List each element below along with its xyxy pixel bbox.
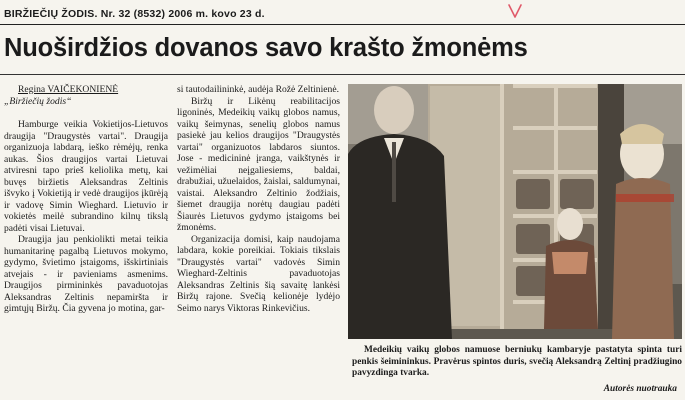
photo-caption xyxy=(352,345,682,380)
checkmark-icon xyxy=(506,2,524,20)
photo-illustration xyxy=(348,84,682,339)
article-headline: Nuoširdžios dovanos savo krašto žmonėms xyxy=(4,34,528,62)
article-column-1 xyxy=(4,84,168,315)
article-column-2 xyxy=(177,84,340,314)
masthead xyxy=(0,6,685,23)
author-source: „Biržiečių žodis“ xyxy=(4,95,72,107)
paragraph: Draugija jau penkiolikti metai teikia humanitarinę pagalbą Lietuvos mokymo, gydymo, švietimo įstaigoms, išskirtiniais atvejais - ir pavieniams asmenims. Draugijos pirmininkės pavaduotojas Aleksandras Zeltinis nepamiršta ir gimtųjų Biržų. Čia gyvena jo motina, gar- xyxy=(4,234,168,314)
paragraph: Organizacija domisi, kaip naudojama labdara, kokie poreikiai. Tokiais tikslais "Draugystės vartai" vadovės Simin Wieghard-Zeltinis pavaduotojas Aleksandras Zeltinis šią savaitę lankėsi Biržų rajone. Svečią kelionėje lydėjo Seimo narys Viktoras Rinkevičius. xyxy=(177,233,340,314)
author-byline: Regina VAIČEKONIENĖ xyxy=(18,84,119,95)
paragraph: si tautodailininkė, audėja Rožė Zeltinienė. xyxy=(177,84,339,95)
article-photo xyxy=(348,84,682,339)
paragraph: Biržų ir Likėnų reabilitacijos ligoninės, Medeikių vaikų globos namus, vaikų šeimynas, senelių globos namus pasiekė jau kelios draugijos "Draugystės vartai" organizuotos labdaros siuntos. Jose - medicininė įranga, vaikštynės ir vežimėliai neįgaliesiems, baldai, drabužiai, užuelaidos, žaislai, saldumynai, vaistai. Aleksandro Zeltinio žodžiais, šiemet draugija norėtų daugiau padėti Šiaurės Lietuvos gydymo įstaigoms bei žmonėms. xyxy=(177,95,340,233)
masthead-text: BIRŽIEČIŲ ŽODIS. Nr. 32 (8532) 2006 m. kovo 23 d. xyxy=(4,8,265,20)
headline-rule xyxy=(0,74,685,75)
paragraph: Hamburge veikia Vokietijos-Lietuvos draugija "Draugystės vartai". Draugija organizuoja labdarą, ieško rėmėjų, renka aukas. Šios draugijos vartai Lietuvai atviresni tapo prieš keliolika metų, kai buvęs biržietis Aleksandras Zeltinis išvyko į Vokietiją ir vedė draugijos įkūrėją ir vadovę Simin Wieghard. Lietuvio ir vokietės meilė subrandino kilnų tikslą padėti visai Lietuvai. xyxy=(4,119,168,234)
caption-text: Medeikių vaikų globos namuose berniukų kambaryje pastatyta spinta turi penkis šeimininkus. Pravėrus spintos duris, svečią Aleksandrą Zeltinį pradžiugino pavyzdinga tvarka. xyxy=(352,345,682,378)
masthead-rule xyxy=(0,24,685,25)
photo-credit: Autorės nuotrauka xyxy=(603,384,677,394)
